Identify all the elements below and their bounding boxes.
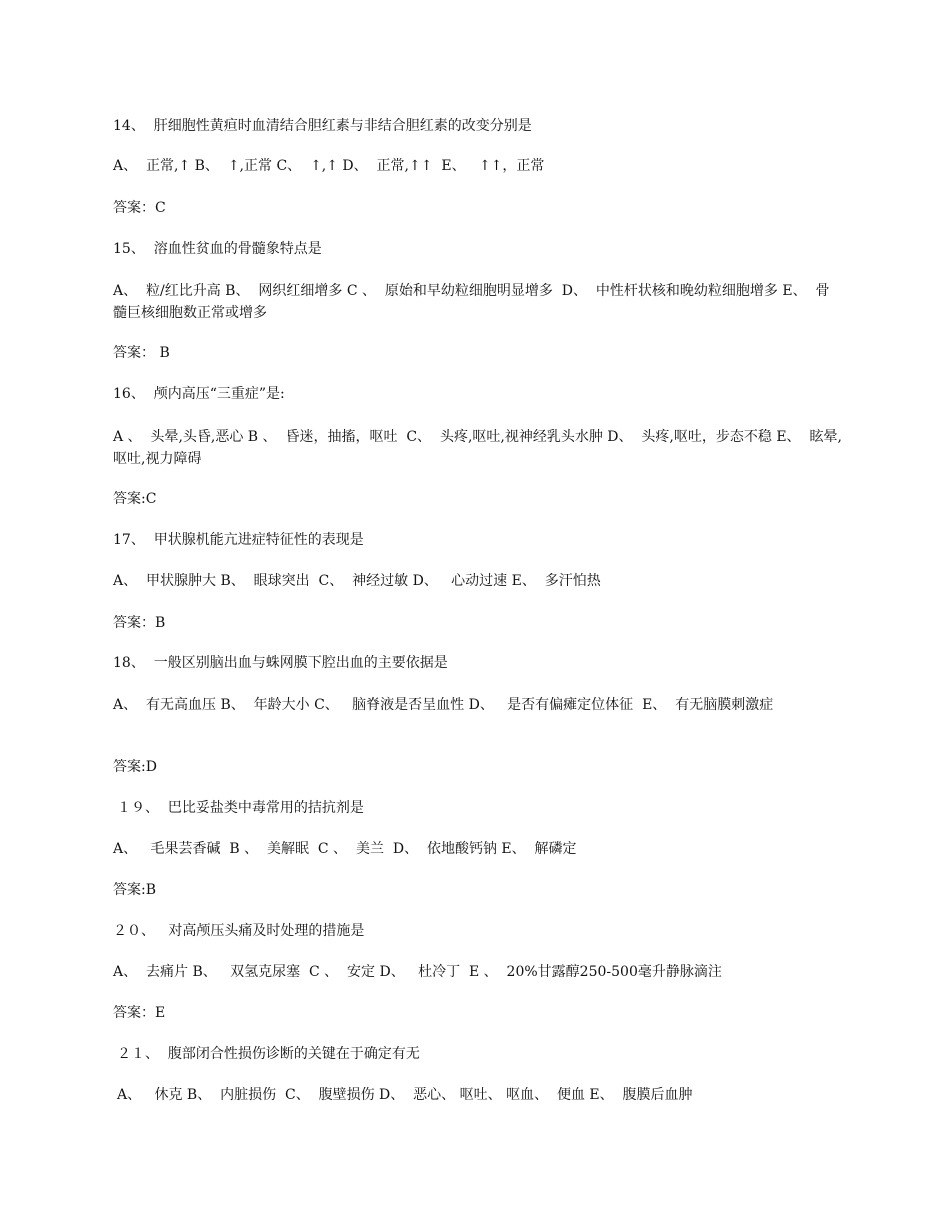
question-18-options: A、 有无高血压 B、 年龄大小 C、 脑脊液是否呈血性 D、 是否有偏瘫定位体征 E、 有无脑膜刺激症: [113, 697, 774, 713]
question-16-options: A 、 头晕,头昏,恶心 B 、 昏迷，抽搐，呕吐 C、 头疼,呕吐,视神经乳头水肿 D、 头疼,呕吐，步态不稳 E、 眩晕,呕吐,视力障碍: [113, 429, 842, 467]
question-14-stem: 14、 肝细胞性黄疸时血清结合胆红素与非结合胆红素的改变分别是: [113, 118, 532, 134]
question-15-options: A、 粒/红比升高 B、 网织红细增多 C 、 原始和早幼粒细胞明显增多 D、 中性杆状核和晚幼粒细胞增多 E、 骨髓巨核细胞数正常或增多: [113, 283, 830, 321]
question-17-options: A、 甲状腺肿大 B、 眼球突出 C、 神经过敏 D、 心动过速 E、 多汗怕热: [113, 573, 601, 589]
question-16-answer: 答案:C: [113, 491, 157, 507]
question-18-answer: 答案:D: [113, 759, 157, 775]
question-14-options: A、 正常,↑ B、 ↑,正常 C、 ↑,↑ D、 正常,↑↑ E、 ↑↑，正常: [113, 158, 545, 174]
question-20-stem: ２０、 对高颅压头痛及时处理的措施是: [113, 923, 365, 939]
question-15-answer: 答案： B: [113, 345, 170, 361]
question-21-stem: ２１、 腹部闭合性损伤诊断的关键在于确定有无: [117, 1046, 420, 1062]
question-19-stem: １９、 巴比妥盐类中毒常用的拮抗剂是: [117, 800, 364, 816]
question-15-stem: 15、 溶血性贫血的骨髓象特点是: [113, 241, 322, 257]
question-19-answer: 答案:B: [113, 882, 157, 898]
question-18-stem: 18、 一般区别脑出血与蛛网膜下腔出血的主要依据是: [113, 655, 448, 671]
question-20-answer: 答案：E: [113, 1005, 166, 1021]
question-16-stem: 16、 颅内高压“三重症”是:: [113, 386, 285, 402]
question-17-stem: 17、 甲状腺机能亢进症特征性的表现是: [113, 532, 364, 548]
question-14-answer: 答案：C: [113, 200, 166, 216]
question-17-answer: 答案：B: [113, 615, 166, 631]
question-21-options: A、 休克 B、 内脏损伤 C、 腹壁损伤 D、 恶心、 呕吐、 呕血、 便血 E、 腹膜后血肿: [117, 1087, 693, 1103]
question-19-options: A、 毛果芸香碱 B 、 美解眠 C 、 美兰 D、 依地酸钙钠 E、 解磷定: [113, 841, 577, 857]
question-20-options: A、 去痛片 B、 双氢克尿塞 C 、 安定 D、 杜冷丁 E 、 20%甘露醇250-500毫升静脉滴注: [113, 964, 722, 980]
